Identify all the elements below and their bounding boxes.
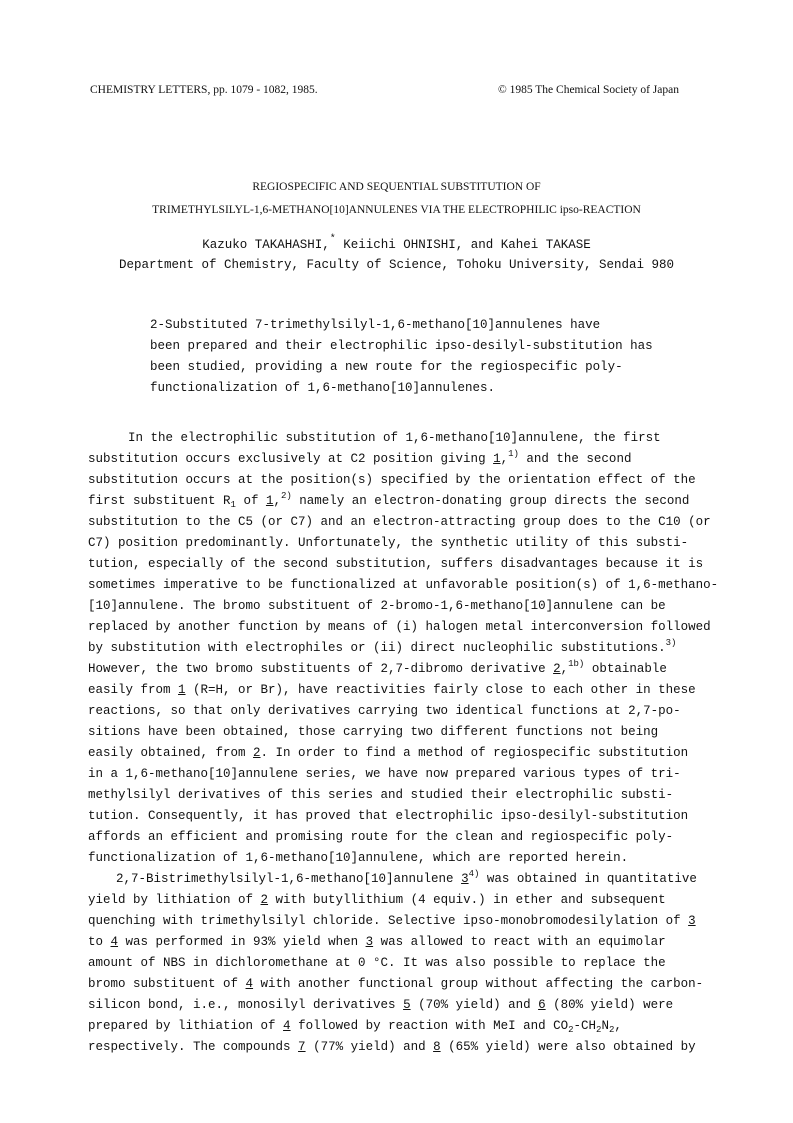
body-line: easily from 1 (R=H, or Br), have reactivities fairly close to each other in these (88, 683, 696, 697)
abstract-line: 2-Substituted 7-trimethylsilyl-1,6-methano[10]annulenes have (150, 318, 601, 332)
compound-ref: 2 (553, 662, 561, 676)
compound-ref: 5 (403, 998, 411, 1012)
body-line: tution, especially of the second substitution, suffers disadvantages because it is (88, 557, 704, 571)
abstract-line: been prepared and their electrophilic ipso-desilyl-substitution has (150, 339, 653, 353)
body-line: affords an efficient and promising route for the clean and regiospecific poly- (88, 830, 674, 844)
compound-ref: 4 (110, 935, 119, 949)
compound-ref: 4 (283, 1019, 291, 1033)
body-line: However, the two bromo substituents of 2,7-dibromo derivative 2,$^{1b)}$ obtainable (88, 659, 667, 676)
body-line: amount of NBS in dichloromethane at 0 °C. It was also possible to replace the (88, 956, 666, 970)
body-line: by substitution with electrophiles or (ii) direct nucleophilic substitutions.$^{3)}$ (88, 638, 677, 655)
compound-ref: 8 (433, 1040, 441, 1054)
body-line: 2,7-Bistrimethylsilyl-1,6-methano[10]annulene 3$^{4)}$ was obtained in quantitative (116, 869, 697, 886)
body-line: replaced by another function by means of (i) halogen metal interconversion followed (88, 620, 711, 634)
citation: 2) (280, 491, 292, 501)
compound-ref: 3 (461, 872, 469, 886)
body-line: silicon bond, i.e., monosilyl derivatives 5 (70% yield) and 6 (80% yield) were (88, 998, 674, 1012)
body-line: substitution to the C5 (or C7) and an electron-attracting group does to the C10 (or (88, 515, 711, 529)
body-line: C7) position predominantly. Unfortunately, the synthetic utility of this substi- (88, 536, 689, 550)
body-line: methylsilyl derivatives of this series and studied their electrophilic substi- (88, 788, 674, 802)
body-line: functionalization of 1,6-methano[10]annulene, which are reported herein. (88, 851, 629, 865)
body-line: sitions have been obtained, those carrying two different functions not being (88, 725, 659, 739)
body-line: In the electrophilic substitution of 1,6-methano[10]annulene, the first (128, 431, 661, 445)
compound-ref: 3 (365, 935, 374, 949)
body-line: tution. Consequently, it has proved that electrophilic ipso-desilyl-substitution (88, 809, 689, 823)
compound-ref: 4 (245, 977, 254, 991)
compound-ref: 2 (260, 893, 269, 907)
body-line: sometimes imperative to be functionalized at unfavorable position(s) of 1,6-methano- (88, 578, 719, 592)
compound-ref: 1 (178, 683, 186, 697)
body-line: bromo substituent of 4 with another functional group without affecting the carbon- (88, 977, 704, 991)
compound-ref: 2 (253, 746, 261, 760)
journal-citation: CHEMISTRY LETTERS, pp. 1079 - 1082, 1985. (90, 84, 318, 96)
corresponding-author-mark: * (329, 234, 336, 245)
body-line: reactions, so that only derivatives carrying two identical functions at 2,7-po- (88, 704, 681, 718)
body-line: easily obtained, from 2. In order to find a method of regiospecific substitution (88, 746, 689, 760)
abstract-line: functionalization of 1,6-methano[10]annulenes. (150, 381, 496, 395)
body-line: yield by lithiation of 2 with butyllithium (4 equiv.) in ether and subsequent (88, 893, 666, 907)
citation: 3) (665, 638, 677, 648)
body-line: first substituent $R_1$ of 1,$^{2)}$ namely an electron-donating group directs the second (88, 491, 690, 510)
other-authors: Keiichi OHNISHI, and Kahei TAKASE (335, 238, 591, 252)
body-line: to 4 was performed in 93% yield when 3 was allowed to react with an equimolar (88, 935, 666, 949)
author-list (0, 234, 793, 252)
compound-ref: 6 (538, 998, 546, 1012)
article-title-line-1: REGIOSPECIFIC AND SEQUENTIAL SUBSTITUTION OF (252, 181, 541, 193)
author-1: Kazuko TAKAHASHI, (202, 238, 330, 252)
compound-ref: 7 (298, 1040, 306, 1054)
body-line: in a 1,6-methano[10]annulene series, we have now prepared various types of tri- (88, 767, 681, 781)
citation: 1b) (568, 659, 585, 669)
compound-ref: 1 (265, 494, 274, 508)
article-title-line-2: TRIMETHYLSILYL-1,6-METHANO[10]ANNULENES VIA THE ELECTROPHILIC ipso-REACTION (152, 204, 641, 216)
compound-ref: 1 (493, 452, 501, 466)
body-line: respectively. The compounds 7 (77% yield) and 8 (65% yield) were also obtained by (88, 1040, 696, 1054)
body-line: substitution occurs at the position(s) specified by the orientation effect of the (88, 473, 696, 487)
citation: 1) (508, 449, 519, 459)
compound-ref: 3 (688, 914, 696, 928)
body-line: [10]annulene. The bromo substituent of 2-bromo-1,6-methano[10]annulene can be (88, 599, 666, 613)
affiliation: Department of Chemistry, Faculty of Science, Tohoku University, Sendai 980 (118, 258, 675, 272)
abstract-line: been studied, providing a new route for the regiospecific poly- (150, 360, 623, 374)
body-line: quenching with trimethylsilyl chloride. Selective ipso-monobromodesilylation of 3 (88, 914, 696, 928)
copyright-notice: © 1985 The Chemical Society of Japan (498, 84, 679, 96)
citation: 4) (468, 869, 480, 879)
body-line: substitution occurs exclusively at C2 position giving 1,$^{1)}$ and the second (88, 449, 632, 466)
body-line: prepared by lithiation of 4 followed by reaction with MeI and $CO_2-CH_2N_2$, (88, 1019, 622, 1035)
